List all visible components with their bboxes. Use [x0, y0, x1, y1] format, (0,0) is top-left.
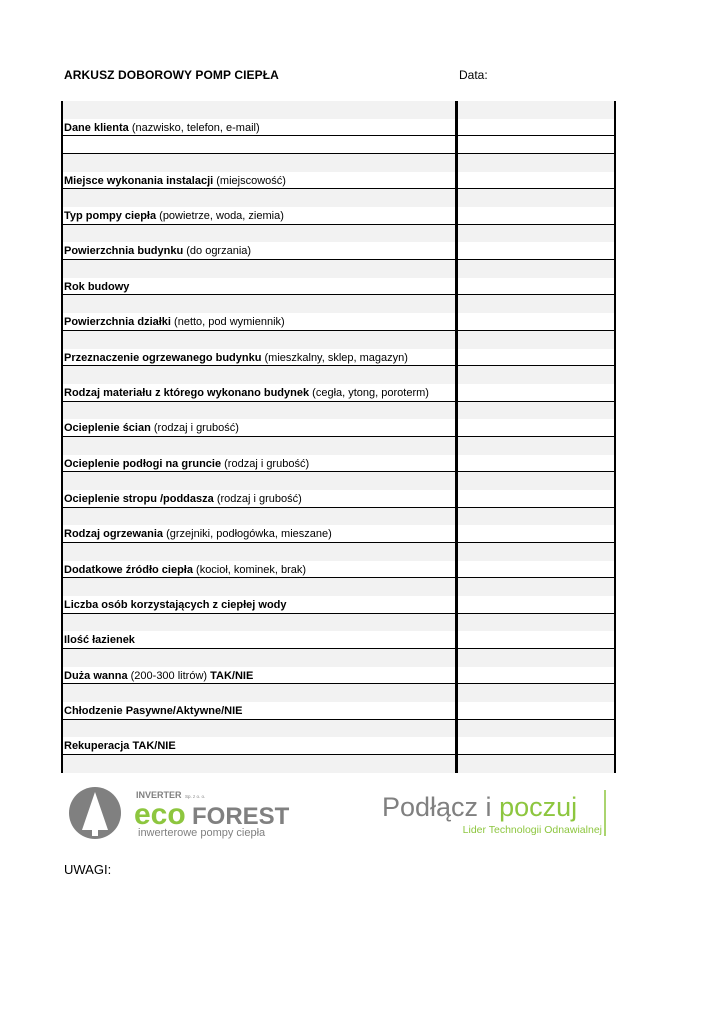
field-label	[64, 280, 129, 294]
form-field-row	[61, 419, 616, 437]
notes-label: UWAGI:	[64, 862, 112, 877]
field-label-hint: (do ogrzania)	[183, 245, 252, 258]
field-label-hint: (200-300 litrów)	[127, 669, 211, 682]
field-label-bold: Ocieplenie ścian	[64, 422, 151, 435]
answer-cell[interactable]	[458, 667, 614, 684]
form-field-row	[61, 737, 616, 755]
field-label-hint: (grzejniki, podłogówka, mieszane)	[163, 528, 332, 541]
field-label	[64, 598, 287, 612]
form-field-row	[61, 561, 616, 579]
field-label-bold: Powierzchnia działki	[64, 316, 171, 329]
field-label-bold: Chłodzenie Pasywne/Aktywne/NIE	[64, 705, 243, 718]
field-label-bold: Dane klienta	[64, 121, 129, 134]
field-label	[64, 121, 260, 135]
form-field-row	[61, 349, 616, 367]
form-field-row	[61, 490, 616, 508]
form-field-row	[61, 242, 616, 260]
brand-eco: eco	[134, 798, 186, 831]
answer-cell[interactable]	[458, 207, 614, 224]
date-label: Data:	[459, 68, 488, 82]
podlacz-slogan	[382, 792, 577, 822]
brand-forest: FOREST	[192, 803, 290, 830]
form-field-row	[61, 278, 616, 296]
field-label-bold: Rodzaj materiału z którego wykonano budynek	[64, 386, 310, 399]
field-label-bold: Rekuperacja TAK/NIE	[64, 740, 176, 753]
field-label	[64, 633, 135, 647]
field-label-hint: (miejscowość)	[213, 174, 286, 187]
spacer-row	[61, 331, 616, 349]
field-label-hint: (nazwisko, telefon, e-mail)	[128, 121, 260, 134]
field-label	[64, 421, 239, 435]
podlacz-tagline: Lider Technologii Odnawialnej	[462, 824, 602, 836]
field-label-bold: Miejsce wykonania instalacji	[64, 174, 214, 187]
form-left-border	[61, 101, 63, 773]
form-field-row	[61, 455, 616, 473]
form-field-row	[61, 207, 616, 225]
field-label-hint: (powietrze, woda, ziemia)	[156, 210, 284, 223]
answer-cell[interactable]	[458, 631, 614, 648]
spacer-row	[61, 543, 616, 561]
form-field-row	[61, 702, 616, 720]
spacer-row	[61, 472, 616, 490]
answer-cell[interactable]	[458, 384, 614, 401]
ecoforest-logo	[68, 786, 290, 840]
field-label-bold: Ilość łazienek	[64, 634, 135, 647]
answer-cell[interactable]	[458, 313, 614, 330]
slogan-word2: poczuj	[499, 792, 578, 822]
answer-cell[interactable]	[458, 561, 614, 578]
answer-cell[interactable]	[458, 278, 614, 295]
spacer-row	[61, 684, 616, 702]
field-label-bold: Ocieplenie stropu /poddasza	[64, 492, 214, 505]
field-label	[64, 351, 408, 365]
spacer-row	[61, 755, 616, 773]
field-label-hint: (rodzaj i grubość)	[221, 457, 310, 470]
field-label-hint: (netto, pod wymiennik)	[170, 316, 285, 329]
podlacz-logo-graphic	[380, 788, 610, 838]
answer-cell[interactable]	[458, 490, 614, 507]
answer-cell[interactable]	[458, 419, 614, 436]
field-label-bold: Rok budowy	[64, 280, 130, 293]
inverter-suffix: Sp. z o. o.	[185, 794, 206, 799]
answer-cell[interactable]	[458, 242, 614, 259]
answer-cell[interactable]	[458, 525, 614, 542]
spacer-row	[61, 189, 616, 207]
field-label-bold: Typ pompy ciepła	[64, 210, 157, 223]
spacer-row	[61, 437, 616, 455]
field-label-bold: Liczba osób korzystających z ciepłej wody	[64, 599, 287, 612]
form-field-row	[61, 596, 616, 614]
field-label	[64, 244, 251, 258]
form-field-row	[61, 525, 616, 543]
field-label	[64, 457, 309, 471]
form-field-row	[61, 384, 616, 402]
answer-cell[interactable]	[458, 455, 614, 472]
answer-cell[interactable]	[458, 349, 614, 366]
field-label	[64, 563, 306, 577]
field-label-bold: Ocieplenie podłogi na gruncie	[64, 457, 222, 470]
field-label	[64, 492, 302, 506]
form-field-row	[61, 631, 616, 649]
inverter-text: INVERTER	[136, 790, 182, 800]
field-label	[64, 527, 332, 541]
answer-cell[interactable]	[458, 596, 614, 613]
spacer-row	[61, 578, 616, 596]
field-label-hint: (rodzaj i grubość)	[150, 422, 239, 435]
spacer-row	[61, 366, 616, 384]
field-label-bold: Duża wanna	[64, 669, 128, 682]
field-label	[64, 739, 176, 753]
spacer-row	[61, 154, 616, 172]
form-field-row	[61, 119, 616, 137]
field-label	[64, 386, 429, 400]
podlacz-logo	[380, 788, 610, 838]
field-label-bold: Przeznaczenie ogrzewanego budynku	[64, 351, 262, 364]
field-label	[64, 704, 243, 718]
field-label-bold: Powierzchnia budynku	[64, 245, 184, 258]
selection-form	[61, 101, 616, 773]
answer-cell[interactable]	[458, 737, 614, 754]
form-title: ARKUSZ DOBOROWY POMP CIEPŁA	[64, 68, 279, 82]
answer-cell[interactable]	[458, 119, 614, 136]
ecoforest-logo-graphic	[68, 786, 290, 840]
form-field-row	[61, 136, 616, 154]
slogan-word1: Podłącz i	[382, 792, 500, 822]
spacer-row	[61, 402, 616, 420]
answer-cell[interactable]	[458, 136, 614, 153]
field-label-bold: Rodzaj ogrzewania	[64, 528, 164, 541]
answer-cell[interactable]	[458, 702, 614, 719]
spacer-row	[61, 649, 616, 667]
spacer-row	[61, 720, 616, 738]
field-label	[64, 209, 284, 223]
spacer-row	[61, 101, 616, 119]
field-label-bold: Dodatkowe źródło ciepła	[64, 563, 193, 576]
field-label-hint: (cegła, ytong, poroterm)	[309, 386, 429, 399]
form-field-row	[61, 313, 616, 331]
form-column-divider	[455, 101, 458, 773]
spacer-row	[61, 225, 616, 243]
field-label	[64, 669, 253, 683]
form-field-row	[61, 172, 616, 190]
ecoforest-tagline: inwerterowe pompy ciepła	[138, 827, 266, 839]
field-label-bold-suffix: TAK/NIE	[210, 669, 254, 682]
form-field-row	[61, 667, 616, 685]
field-label-hint: (rodzaj i grubość)	[213, 492, 302, 505]
field-label-hint: (kocioł, kominek, brak)	[192, 563, 307, 576]
field-label	[64, 315, 285, 329]
form-right-border	[614, 101, 616, 773]
spacer-row	[61, 295, 616, 313]
answer-cell[interactable]	[458, 172, 614, 189]
field-label-hint: (mieszkalny, sklep, magazyn)	[261, 351, 408, 364]
field-label	[64, 174, 286, 188]
spacer-row	[61, 508, 616, 526]
spacer-row	[61, 260, 616, 278]
spacer-row	[61, 614, 616, 632]
